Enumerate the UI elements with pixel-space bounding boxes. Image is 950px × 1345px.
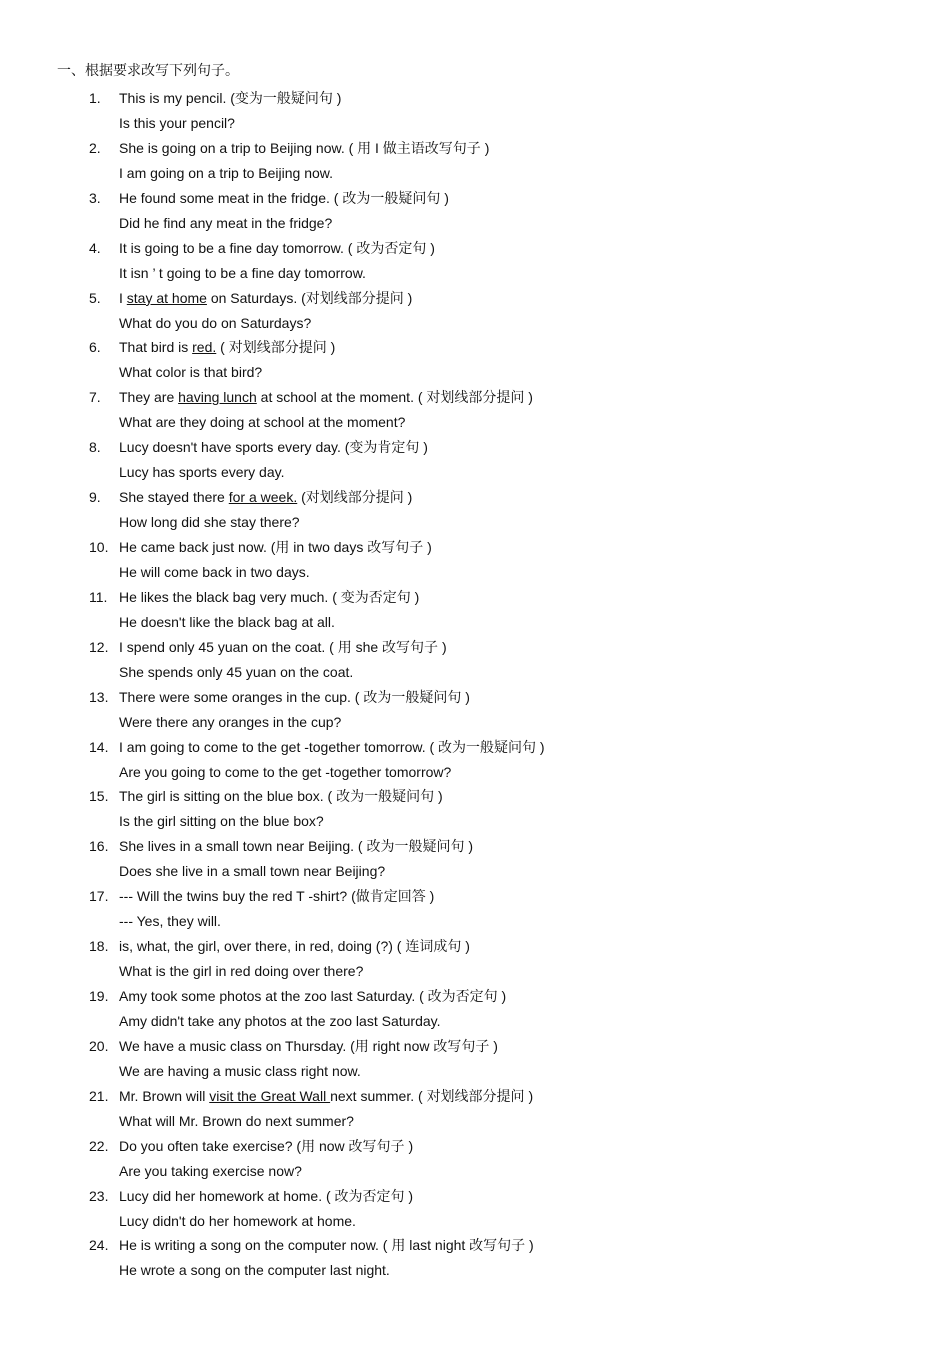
section-heading: 一、根据要求改写下列句子。: [57, 63, 239, 79]
underlined-phrase: for a week.: [228, 489, 298, 506]
question-sentence: [119, 686, 470, 708]
question-sentence: [119, 536, 432, 558]
answer-sentence: Amy didn't take any photos at the zoo last Saturday.: [119, 1013, 441, 1030]
exercise-item: [0, 336, 950, 386]
question-text: I: [119, 289, 127, 306]
exercise-item: [0, 935, 950, 985]
item-number: 20.: [89, 1037, 109, 1054]
item-number: 9.: [89, 489, 101, 506]
item-number: 24.: [89, 1237, 109, 1254]
answer-sentence: Is this your pencil?: [119, 115, 235, 131]
question-text: at school at the moment. ( 对划线部分提问 ): [256, 389, 533, 406]
exercise-item: [0, 1135, 950, 1185]
question-text: He found some meat in the fridge. ( 改为一般疑问句 ): [119, 189, 449, 206]
answer-sentence: Are you taking exercise now?: [119, 1162, 302, 1179]
answer-sentence: How long did she stay there?: [119, 514, 300, 531]
exercise-item: [0, 1185, 950, 1235]
question-sentence: [119, 386, 533, 408]
question-text: Lucy did her homework at home. ( 改为否定句 ): [119, 1187, 414, 1204]
question-text: is, what, the girl, over there, in red, doing (?) ( 连词成句 ): [119, 938, 470, 955]
underlined-phrase: stay at home: [126, 289, 207, 306]
question-text: (对划线部分提问 ): [297, 489, 413, 506]
question-sentence: [119, 187, 449, 209]
question-sentence: [119, 636, 447, 658]
question-text: It is going to be a fine day tomorrow. ( 改为否定句 ): [119, 239, 435, 256]
question-text: She is going on a trip to Beijing now. ( 用 I 做主语改写句子 ): [119, 139, 490, 156]
exercise-item: [0, 835, 950, 885]
question-text: next summer. ( 对划线部分提问 ): [330, 1087, 534, 1104]
item-number: 15.: [89, 788, 109, 805]
question-sentence: [119, 935, 470, 957]
item-number: 21.: [89, 1087, 109, 1104]
underlined-phrase: visit the Great Wall: [209, 1087, 331, 1104]
question-text: This is my pencil. (变为一般疑问句 ): [119, 90, 342, 106]
underlined-phrase: having lunch: [178, 389, 257, 406]
exercise-item: [0, 985, 950, 1035]
answer-sentence: Did he find any meat in the fridge?: [119, 214, 333, 231]
answer-sentence: What do you do on Saturdays?: [119, 314, 312, 331]
answer-sentence: Lucy didn't do her homework at home.: [119, 1212, 356, 1229]
question-sentence: [119, 985, 506, 1007]
question-text: He came back just now. (用 in two days 改写句子 ): [119, 539, 432, 556]
exercise-item: [0, 287, 950, 337]
question-text: She lives in a small town near Beijing. ( 改为一般疑问句 ): [119, 838, 473, 855]
item-number: 1.: [89, 90, 101, 106]
item-number: 4.: [89, 239, 101, 256]
question-sentence: [119, 1085, 533, 1107]
question-text: Do you often take exercise? (用 now 改写句子 ): [119, 1137, 414, 1154]
question-sentence: [119, 287, 412, 309]
exercise-item: [0, 686, 950, 736]
question-text: She stayed there: [119, 489, 229, 506]
question-sentence: [119, 336, 335, 358]
answer-sentence: --- Yes, they will.: [119, 913, 221, 930]
item-number: 8.: [89, 439, 101, 456]
item-number: 2.: [89, 139, 101, 156]
exercise-item: [0, 386, 950, 436]
item-number: 17.: [89, 888, 109, 905]
question-text: ( 对划线部分提问 ): [216, 339, 336, 356]
answer-sentence: Are you going to come to the get -together tomorrow?: [119, 763, 452, 780]
item-number: 11.: [89, 588, 108, 605]
item-number: 10.: [89, 539, 109, 556]
answer-sentence: I am going on a trip to Beijing now.: [119, 164, 334, 181]
exercise-item: [0, 87, 950, 137]
question-sentence: [119, 137, 489, 159]
item-number: 16.: [89, 838, 109, 855]
exercise-item: [0, 736, 950, 786]
answer-sentence: Lucy has sports every day.: [119, 464, 285, 481]
item-number: 14.: [89, 738, 109, 755]
question-text: That bird is: [119, 339, 193, 356]
answer-sentence: What is the girl in red doing over there?: [119, 963, 364, 980]
answer-sentence: We are having a music class right now.: [119, 1062, 361, 1079]
item-number: 3.: [89, 189, 101, 206]
question-text: There were some oranges in the cup. ( 改为一般疑问句 ): [119, 688, 470, 705]
item-number: 7.: [89, 389, 101, 406]
question-text: Amy took some photos at the zoo last Saturday. ( 改为否定句 ): [119, 988, 507, 1005]
exercise-item: [0, 436, 950, 486]
item-number: 13.: [89, 688, 109, 705]
underlined-phrase: red.: [192, 339, 217, 356]
question-sentence: [119, 785, 443, 807]
question-text: --- Will the twins buy the red T -shirt? (做肯定回答 ): [119, 888, 435, 905]
exercise-item: [0, 1035, 950, 1085]
exercise-item: [0, 1085, 950, 1135]
item-number: 23.: [89, 1187, 109, 1204]
question-sentence: [119, 1185, 413, 1207]
exercise-item: [0, 237, 950, 287]
answer-sentence: Is the girl sitting on the blue box?: [119, 813, 324, 830]
question-text: We have a music class on Thursday. (用 right now 改写句子 ): [119, 1037, 498, 1054]
question-text: The girl is sitting on the blue box. ( 改为一般疑问句 ): [119, 788, 443, 805]
question-text: He likes the black bag very much. ( 变为否定句 ): [119, 588, 420, 605]
question-sentence: [119, 237, 435, 259]
question-sentence: [119, 486, 412, 508]
item-number: 6.: [89, 339, 101, 356]
question-text: I am going to come to the get -together tomorrow. ( 改为一般疑问句 ): [119, 738, 545, 755]
exercise-item: [0, 486, 950, 536]
answer-sentence: Does she live in a small town near Beijing?: [119, 863, 386, 880]
answer-sentence: It isn ’ t going to be a fine day tomorrow.: [119, 264, 366, 281]
exercise-item: [0, 536, 950, 586]
answer-sentence: She spends only 45 yuan on the coat.: [119, 663, 354, 680]
exercise-item: [0, 1234, 950, 1284]
item-number: 5.: [89, 289, 101, 306]
item-number: 19.: [89, 988, 109, 1005]
answer-sentence: He wrote a song on the computer last night.: [119, 1262, 390, 1279]
question-sentence: [119, 1035, 498, 1057]
question-text: on Saturdays. (对划线部分提问 ): [206, 289, 413, 306]
question-text: Lucy doesn't have sports every day. (变为肯定句 ): [119, 439, 428, 456]
exercise-item: [0, 636, 950, 686]
question-sentence: [119, 835, 473, 857]
answer-sentence: Were there any oranges in the cup?: [119, 713, 342, 730]
exercise-item: [0, 137, 950, 187]
item-number: 12.: [89, 638, 109, 655]
question-sentence: [119, 436, 428, 458]
answer-sentence: He will come back in two days.: [119, 564, 310, 581]
item-number: 18.: [89, 938, 109, 955]
exercise-item: [0, 885, 950, 935]
question-text: Mr. Brown will: [119, 1087, 210, 1104]
answer-sentence: He doesn't like the black bag at all.: [119, 613, 335, 630]
question-text: He is writing a song on the computer now. ( 用 last night 改写句子 ): [119, 1237, 534, 1254]
question-sentence: [119, 1234, 534, 1256]
question-sentence: [119, 87, 341, 109]
question-text: I spend only 45 yuan on the coat. ( 用 she 改写句子 ): [119, 638, 447, 655]
exercise-item: [0, 187, 950, 237]
item-number: 22.: [89, 1137, 109, 1154]
question-sentence: [119, 1135, 413, 1157]
answer-sentence: What are they doing at school at the moment?: [119, 414, 406, 431]
exercise-list: [0, 87, 950, 1284]
exercise-item: [0, 586, 950, 636]
question-text: They are: [119, 389, 179, 406]
question-sentence: [119, 885, 434, 907]
question-sentence: [119, 586, 419, 608]
question-sentence: [119, 736, 545, 758]
answer-sentence: What will Mr. Brown do next summer?: [119, 1112, 354, 1129]
answer-sentence: What color is that bird?: [119, 364, 263, 381]
exercise-item: [0, 785, 950, 835]
